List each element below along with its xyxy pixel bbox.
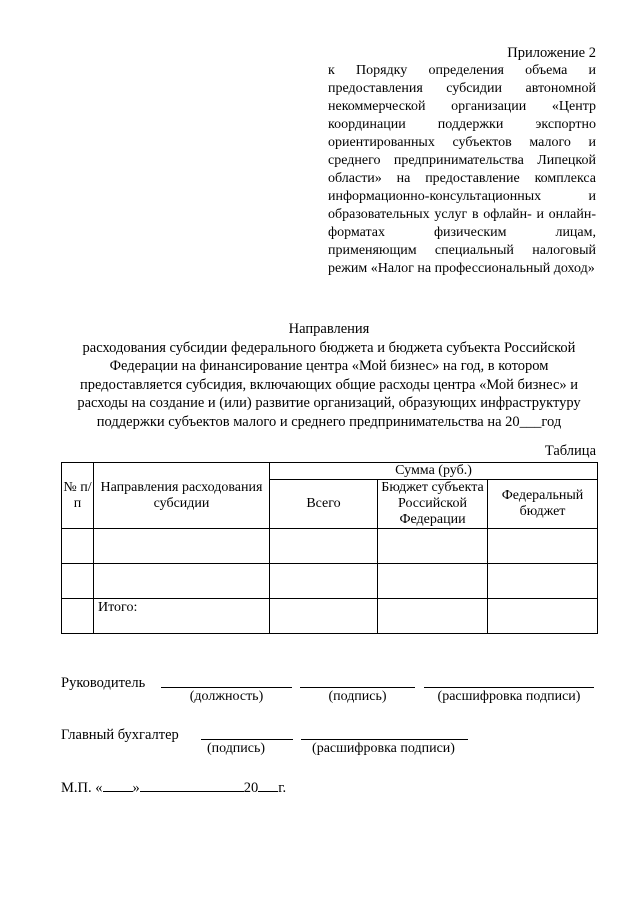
- close-quote: »: [132, 780, 140, 796]
- year-blank[interactable]: [258, 777, 278, 792]
- head-name-hint: (расшифровка подписи): [437, 689, 581, 704]
- document-title: [58, 320, 600, 431]
- open-quote: «: [95, 780, 103, 796]
- head-signature-line[interactable]: [300, 687, 415, 688]
- table-cell[interactable]: [488, 564, 598, 599]
- accountant-signature-label: Главный бухгалтер: [61, 727, 179, 743]
- budget-table: [61, 462, 598, 634]
- table-cell[interactable]: [378, 529, 488, 564]
- table-cell[interactable]: [488, 529, 598, 564]
- table-cell: [62, 599, 94, 634]
- table-cell[interactable]: [488, 599, 598, 634]
- year-suffix: г.: [278, 780, 287, 796]
- accountant-name-hint: (расшифровка подписи): [312, 741, 455, 756]
- accountant-signature-line[interactable]: [201, 739, 293, 740]
- table-row: [62, 529, 598, 564]
- header-sum: Сумма (руб.): [270, 463, 598, 480]
- head-name-line[interactable]: [424, 687, 594, 688]
- table-cell[interactable]: [94, 564, 270, 599]
- header-num: № п/п: [62, 463, 94, 529]
- table-cell[interactable]: [270, 564, 378, 599]
- day-blank[interactable]: [103, 777, 133, 792]
- appendix-label: Приложение 2: [507, 45, 596, 61]
- month-blank[interactable]: [140, 777, 244, 792]
- title-body: расходования субсидии федерального бюджета и бюджета субъекта Российской Федерации на финансирование центра «Мой бизнес» на год, в котором предоставляется субсидия, включающих общие расходы центра «Мой бизнес» и расходы на создание и (или) развитие организаций, образующих инфраструктуру поддержки субъектов малого и среднего предпринимательства на 20___год: [77, 339, 581, 430]
- head-position-line[interactable]: [161, 687, 292, 688]
- table-cell[interactable]: [62, 564, 94, 599]
- year-prefix: 20: [243, 780, 259, 796]
- header-regional-budget: Бюджет субъекта Российской Федерации: [378, 480, 488, 529]
- header-direction: Направления расходования субсидии: [94, 463, 270, 529]
- table-cell[interactable]: [270, 529, 378, 564]
- table-total-row: [62, 599, 598, 634]
- stamp-mark: М.П.: [61, 780, 92, 796]
- table-header-row: [62, 463, 598, 480]
- head-signature-label: Руководитель: [61, 675, 146, 691]
- table-caption: Таблица: [544, 443, 596, 459]
- stamp-date-line: [61, 777, 286, 797]
- table-cell[interactable]: [270, 599, 378, 634]
- table-cell[interactable]: [378, 599, 488, 634]
- title-heading: Направления: [288, 321, 370, 337]
- head-signature-hint: (подпись): [328, 689, 387, 704]
- accountant-signature-hint: (подпись): [206, 741, 266, 756]
- table-cell[interactable]: [378, 564, 488, 599]
- header-total: Всего: [270, 480, 378, 529]
- table-cell[interactable]: [62, 529, 94, 564]
- total-label: Итого:: [94, 599, 270, 634]
- accountant-name-line[interactable]: [301, 739, 468, 740]
- table-row: [62, 564, 598, 599]
- head-position-hint: (должность): [189, 689, 264, 704]
- header-federal-budget: Федеральный бюджет: [488, 480, 598, 529]
- table-cell[interactable]: [94, 529, 270, 564]
- appendix-text: к Порядку определения объема и предоставления субсидии автономной некоммерческой организации «Центр координации поддержки экспортно ориентированных субъектов малого и среднего предпринимательства Липецкой области» на предоставление комплекса информационно-консультационных и образовательных услуг в офлайн- и онлайн-форматах физическим лицам, применяющим специальный налоговый режим «Налог на профессиональный доход»: [328, 63, 596, 276]
